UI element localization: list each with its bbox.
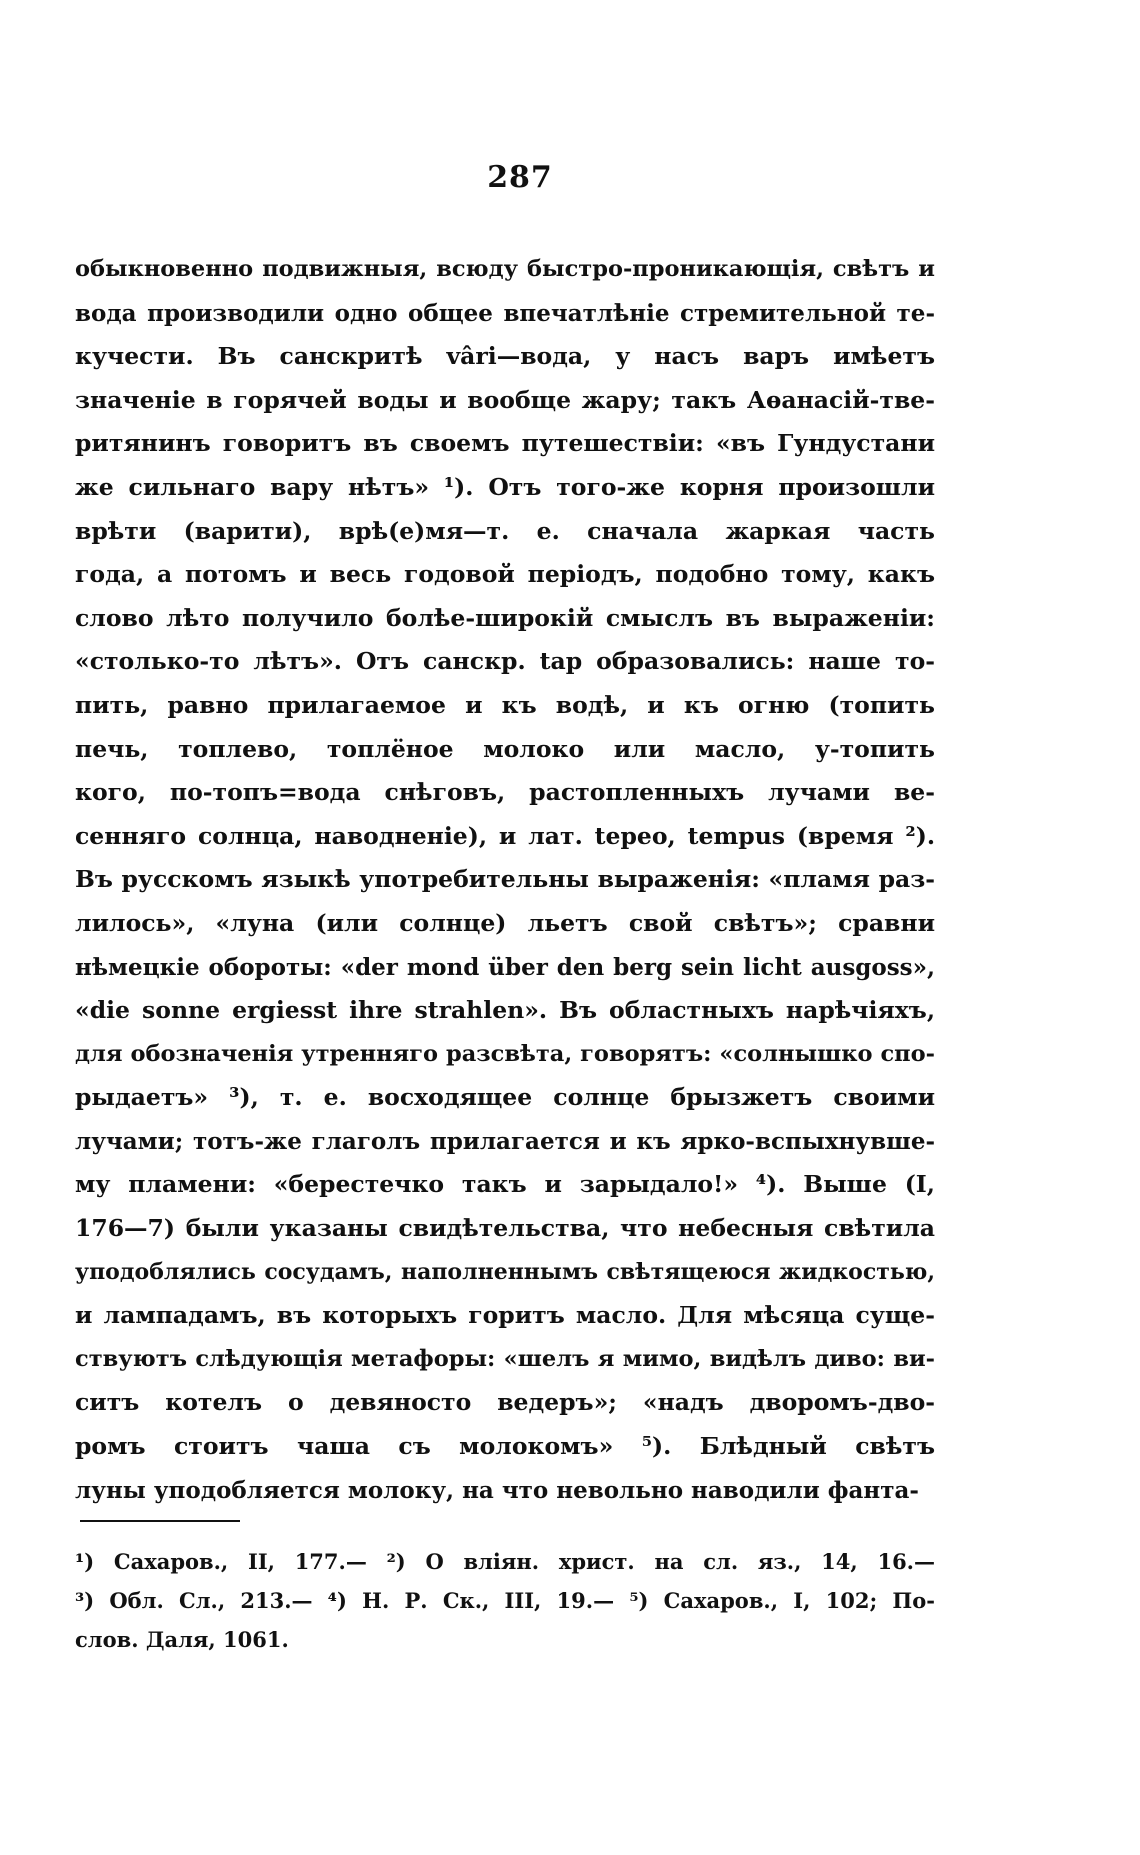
body-line: «die sonne ergiesst ihre strahlen». Въ областныхъ нарѣчіяхъ, [75, 996, 935, 1025]
body-line: лилось», «луна (или солнце) льетъ свой свѣтъ»; сравни [75, 908, 935, 937]
body-line: ситъ котелъ о девяносто ведеръ»; «надъ дворомъ-дво- [75, 1388, 935, 1417]
body-line: врѣти (варити), врѣ(е)мя—т. е. сначала жаркая часть [75, 516, 935, 545]
body-line: кучести. Въ санскритѣ vâri—вода, у насъ варъ имѣетъ [75, 342, 935, 371]
footnote-divider [80, 1520, 240, 1522]
body-line: же сильнаго вару нѣтъ» ¹). Отъ того-же корня произошли [75, 472, 935, 501]
body-line: и лампадамъ, въ которыхъ горитъ масло. Для мѣсяца суще- [75, 1301, 935, 1330]
body-line: вода производили одно общее впечатлѣніе стремительной те- [75, 299, 935, 327]
body-line: ромъ стоитъ чаша съ молокомъ» ⁵). Блѣдный свѣтъ [75, 1432, 935, 1461]
body-line: слово лѣто получило болѣе-широкій смыслъ въ выраженіи: [75, 603, 935, 632]
body-line: лучами; тотъ-же глаголъ прилагается и къ ярко-вспыхнувше- [75, 1127, 935, 1155]
body-line: кого, по-топъ=вода снѣговъ, растопленныхъ лучами ве- [75, 778, 935, 807]
page-number: 287 [487, 160, 553, 195]
body-line: нѣмецкіе обороты: «der mond über den berg sein licht ausgoss», [75, 953, 935, 981]
body-text [75, 248, 935, 1512]
body-line: сенняго солнца, наводненіе), и лат. tepeo, tempus (время ²). [75, 821, 935, 850]
footnote-line: слов. Даля, 1061. [75, 1627, 289, 1652]
body-line: 176—7) были указаны свидѣтельства, что небесныя свѣтила [75, 1214, 935, 1243]
body-line: Въ русскомъ языкѣ употребительны выраженія: «пламя раз- [75, 865, 935, 894]
body-line: луны уподобляется молоку, на что невольно наводили фанта- [75, 1476, 919, 1504]
body-line: пить, равно прилагаемое и къ водѣ, и къ огню (топить [75, 690, 935, 719]
body-line: «столько-то лѣтъ». Отъ санскр. tap образовались: наше то- [75, 647, 935, 676]
body-line: ствуютъ слѣдующія метафоры: «шелъ я мимо, видѣлъ диво: ви- [75, 1345, 935, 1372]
body-line: печь, топлево, топлёное молоко или масло, у-топить [75, 734, 935, 763]
body-line: уподоблялись сосудамъ, наполненнымъ свѣтящеюся жидкостью, [75, 1258, 935, 1285]
footnote-line: ³) Обл. Сл., 213.— ⁴) Н. Р. Ск., III, 19.— ⁵) Сахаров., I, 102; По- [75, 1588, 935, 1613]
body-line: ритянинъ говоритъ въ своемъ путешествіи: «въ Гундустани [75, 429, 935, 458]
body-line: года, а потомъ и весь годовой періодъ, подобно тому, какъ [75, 560, 935, 589]
body-line: обыкновенно подвижныя, всюду быстро-проникающія, свѣтъ и [75, 256, 935, 282]
body-line: для обозначенія утренняго разсвѣта, говорятъ: «солнышко спо- [75, 1040, 935, 1067]
body-line: рыдаетъ» ³), т. е. восходящее солнце брызжетъ своими [75, 1083, 935, 1112]
footnotes [75, 1542, 935, 1659]
body-line: значеніе в горячей воды и вообще жару; такъ Аѳанасій-тве- [75, 385, 935, 414]
footnote-line: ¹) Сахаров., II, 177.— ²) О вліян. христ. на сл. яз., 14, 16.— [75, 1549, 935, 1574]
body-line: му пламени: «берестечко такъ и зарыдало!» ⁴). Выше (I, [75, 1170, 935, 1199]
